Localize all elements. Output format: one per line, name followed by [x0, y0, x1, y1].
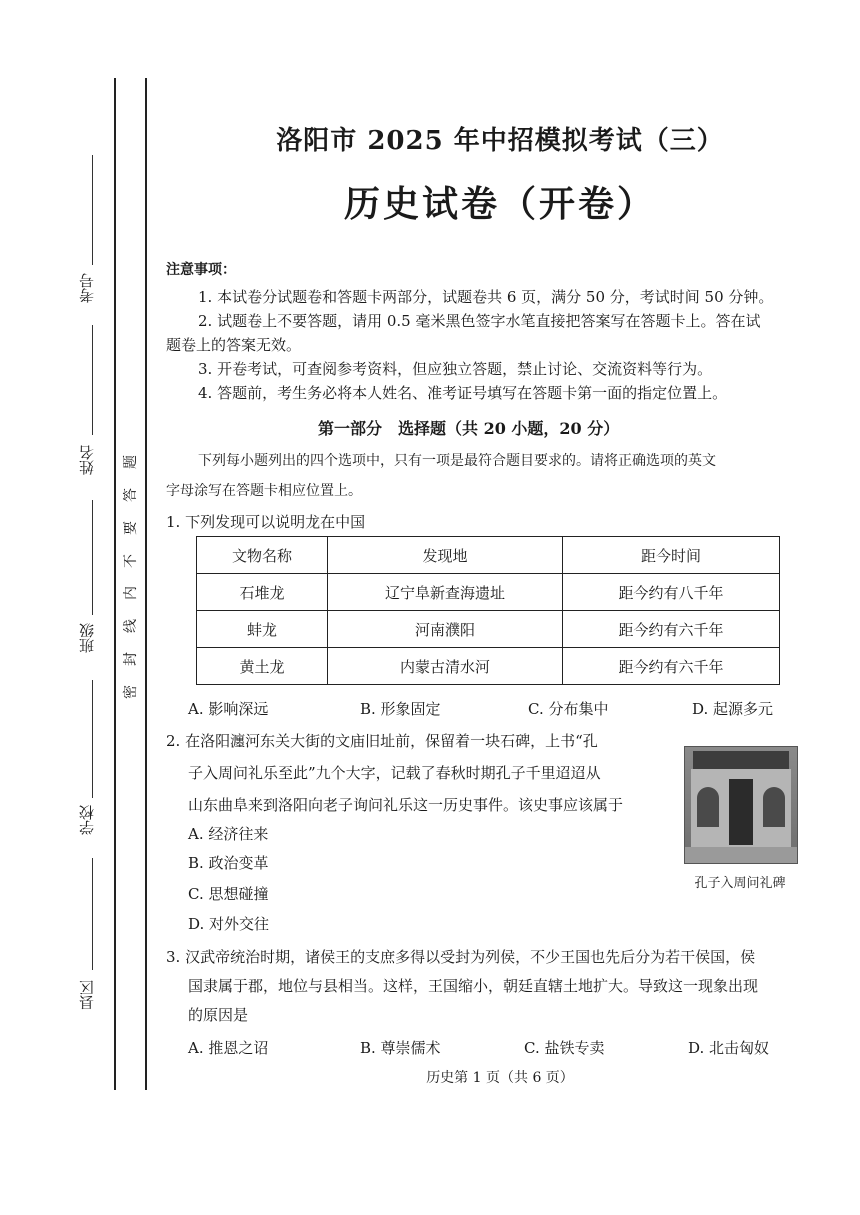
- table-header-cell: 发现地: [328, 537, 563, 574]
- photo-caption: 孔子入周问礼碑: [694, 876, 786, 891]
- seal-char: 题: [123, 455, 139, 469]
- q2-option-b: B. 政治变革: [188, 854, 269, 872]
- part1-heading: 第一部分 选择题（共 20 小题，20 分）: [318, 419, 620, 438]
- q2-stem-line-1: 2. 在洛阳瀍河东关大街的文庙旧址前，保留着一块石碑，上书“孔: [166, 732, 598, 750]
- q3-stem-line-2: 国隶属于郡，地位与县相当。这样，王国缩小，朝廷直辖土地扩大。导致这一现象出现: [188, 977, 759, 995]
- class-line: [92, 500, 93, 615]
- table-cell: 辽宁阜新查海遗址: [328, 574, 563, 611]
- q2-stem-line-3: 山东曲阜来到洛阳向老子询问礼乐这一历史事件。该史事应该属于: [188, 796, 624, 814]
- page-footer: 历史第 1 页（共 6 页）: [426, 1070, 574, 1086]
- exam-no-line: [92, 155, 93, 265]
- seal-line-notice: [120, 452, 140, 702]
- q3-option-c: C. 盐铁专卖: [524, 1039, 605, 1057]
- seal-char: 答: [123, 487, 139, 502]
- class-label: 班级: [78, 623, 96, 653]
- table-row: [197, 648, 780, 685]
- school-line: [92, 680, 93, 798]
- table-cell: 距今约有六千年: [563, 611, 780, 648]
- seal-char: 封: [123, 652, 139, 667]
- table-header-cell: 文物名称: [197, 537, 328, 574]
- exam-no-label: 考号: [78, 273, 96, 303]
- notice-item-2-cont: 题卷上的答案无效。: [166, 336, 302, 354]
- seal-char: 内: [123, 586, 139, 601]
- notice-item-1: 1. 本试卷分试题卷和答题卡两部分，试题卷共 6 页，满分 50 分，考试时间 50 分钟。: [198, 288, 774, 306]
- table-header-row: [197, 537, 780, 574]
- seal-char: 不: [123, 553, 139, 568]
- binding-line-outer: [114, 78, 116, 1090]
- district-label: 县区: [78, 980, 96, 1010]
- q2-option-a: A. 经济往来: [188, 825, 269, 843]
- notice-item-3: 3. 开卷考试，可查阅参考资料，但应独立答题，禁止讨论、交流资料等行为。: [198, 360, 713, 378]
- q2-stem-line-2: 子入周问礼乐至此”九个大字，记载了春秋时期孔子千里迢迢从: [188, 764, 601, 782]
- q1-table: [196, 536, 780, 685]
- q3-stem-line-1: 3. 汉武帝统治时期，诸侯王的支庶多得以受封为列侯，不少王国也先后分为若干侯国，侯: [166, 948, 756, 966]
- notice-item-2: 2. 试题卷上不要答题，请用 0.5 毫米黑色签字水笔直接把答案写在答题卡上。答在试: [198, 312, 761, 330]
- name-label: 姓名: [78, 445, 96, 475]
- q3-option-a: A. 推恩之诏: [188, 1039, 269, 1057]
- q3-stem-line-3: 的原因是: [188, 1006, 249, 1024]
- name-line: [92, 325, 93, 435]
- seal-char: 线: [123, 619, 139, 634]
- q2-option-d: D. 对外交往: [188, 915, 270, 933]
- q3-option-d: D. 北击匈奴: [688, 1039, 770, 1057]
- exam-subtitle: 历史试卷（开卷）: [343, 184, 656, 225]
- notice-item-4: 4. 答题前，考生务必将本人姓名、准考证号填写在答题卡第一面的指定位置上。: [198, 384, 728, 402]
- table-row: [197, 574, 780, 611]
- part1-intro-cont: 字母涂写在答题卡相应位置上。: [166, 483, 362, 499]
- q2-option-c: C. 思想碰撞: [188, 885, 269, 903]
- exam-title: 洛阳市 2025 年中招模拟考试（三）: [276, 126, 724, 156]
- notice-heading: 注意事项：: [166, 262, 236, 278]
- table-row: [197, 611, 780, 648]
- seal-char: 要: [123, 520, 139, 535]
- q1-option-b: B. 形象固定: [360, 700, 441, 718]
- table-cell: 黄土龙: [197, 648, 328, 685]
- part1-intro: 下列每小题列出的四个选项中，只有一项是最符合题目要求的。请将正确选项的英文: [198, 453, 716, 469]
- table-cell: 内蒙古清水河: [328, 648, 563, 685]
- q1-stem: 1. 下列发现可以说明龙在中国: [166, 513, 366, 531]
- table-cell: 距今约有八千年: [563, 574, 780, 611]
- q1-option-a: A. 影响深远: [188, 700, 269, 718]
- q3-option-b: B. 尊崇儒术: [360, 1039, 441, 1057]
- district-line: [92, 858, 93, 970]
- table-cell: 石堆龙: [197, 574, 328, 611]
- q1-option-d: D. 起源多元: [692, 700, 774, 718]
- table-cell: 距今约有六千年: [563, 648, 780, 685]
- school-label: 学校: [78, 805, 96, 835]
- q1-option-c: C. 分布集中: [528, 700, 609, 718]
- table-header-cell: 距今时间: [563, 537, 780, 574]
- table-cell: 蚌龙: [197, 611, 328, 648]
- seal-char: 密: [123, 684, 139, 699]
- stele-photo: [684, 746, 798, 864]
- table-cell: 河南濮阳: [328, 611, 563, 648]
- binding-line-inner: [145, 78, 147, 1090]
